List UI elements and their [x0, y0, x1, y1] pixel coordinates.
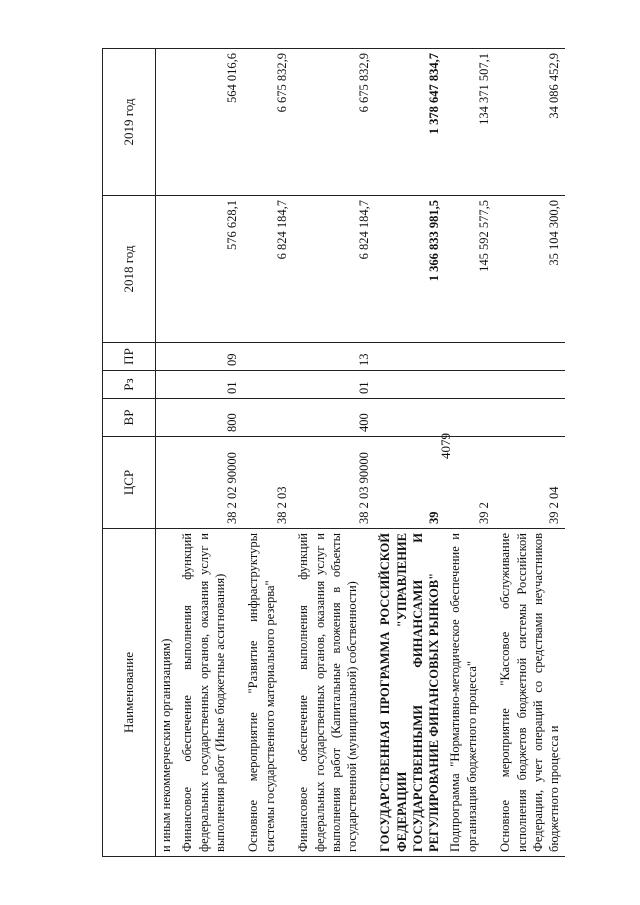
cell-pr: [445, 343, 495, 371]
cell-2018: [156, 196, 178, 343]
cell-vr: 800: [177, 399, 243, 437]
cell-rz: 01: [293, 371, 375, 399]
cell-name: Финансовое обеспечение выполнения функций федеральных государственных органов, оказания услуг и выполнения работ (Капитальные вложения в объекты государственной (муниципальной) собственности): [293, 529, 375, 857]
header-row: [103, 49, 156, 857]
header-rz: Рз: [103, 371, 156, 399]
cell-2018: 1 366 833 981,5: [375, 196, 445, 343]
cell-name: ГОСУДАРСТВЕННАЯ ПРОГРАММА РОССИЙСКОЙ ФЕДЕРАЦИИ "УПРАВЛЕНИЕ ГОСУДАРСТВЕННЫМИ ФИНАНСАМИ И РЕГУЛИРОВАНИЕ ФИНАНСОВЫХ РЫНКОВ": [375, 529, 445, 857]
cell-csr: 38 2 03 90000: [293, 437, 375, 529]
cell-pr: [156, 343, 178, 371]
cell-2018: 35 104 300,0: [495, 196, 565, 343]
table-row: [156, 49, 178, 857]
cell-vr: [445, 399, 495, 437]
cell-name: Основное мероприятие "Кассовое обслуживание исполнения бюджетов бюджетной системы Российской Федерации, учет операций со средствами неучастников бюджетного процесса и: [495, 529, 565, 857]
cell-name: и иным некоммерческим организациям): [156, 529, 178, 857]
cell-csr: 39 2: [445, 437, 495, 529]
cell-pr: 13: [293, 343, 375, 371]
table-row: [243, 49, 293, 857]
cell-rz: [243, 371, 293, 399]
cell-csr: 38 2 02 90000: [177, 437, 243, 529]
cell-name: Основное мероприятие "Развитие инфраструктуры системы государственного материального резерва": [243, 529, 293, 857]
cell-csr: 39: [375, 437, 445, 529]
cell-2019: 1 378 647 834,7: [375, 49, 445, 196]
cell-2018: 6 824 184,7: [243, 196, 293, 343]
cell-2019: 564 016,6: [177, 49, 243, 196]
table-row: [445, 49, 495, 857]
table-row: [495, 49, 565, 857]
cell-2018: 145 592 577,5: [445, 196, 495, 343]
cell-name: Подпрограмма "Нормативно-методическое обеспечение и организация бюджетного процесса": [445, 529, 495, 857]
cell-2018: 576 628,1: [177, 196, 243, 343]
cell-2019: 134 371 507,1: [445, 49, 495, 196]
header-csr: ЦСР: [103, 437, 156, 529]
header-name: Наименование: [103, 529, 156, 857]
cell-vr: 400: [293, 399, 375, 437]
cell-rz: [445, 371, 495, 399]
cell-pr: [495, 343, 565, 371]
cell-vr: [495, 399, 565, 437]
table-row: [177, 49, 243, 857]
budget-table: [102, 48, 565, 857]
cell-vr: [375, 399, 445, 437]
budget-table-container: [102, 49, 561, 857]
cell-csr: 39 2 04: [495, 437, 565, 529]
cell-csr: 38 2 03: [243, 437, 293, 529]
cell-rz: [375, 371, 445, 399]
page-number: 4079: [438, 433, 453, 459]
cell-rz: [156, 371, 178, 399]
table-row: [293, 49, 375, 857]
cell-2019: 6 675 832,9: [293, 49, 375, 196]
cell-name: Финансовое обеспечение выполнения функций федеральных государственных органов, оказания услуг и выполнения работ (Иные бюджетные ассигнования): [177, 529, 243, 857]
cell-vr: [156, 399, 178, 437]
cell-2019: 34 086 452,9: [495, 49, 565, 196]
cell-pr: [243, 343, 293, 371]
cell-2018: 6 824 184,7: [293, 196, 375, 343]
header-2019: 2019 год: [103, 49, 156, 196]
cell-vr: [243, 399, 293, 437]
cell-2019: 6 675 832,9: [243, 49, 293, 196]
table-row-program: [375, 49, 445, 857]
header-pr: ПР: [103, 343, 156, 371]
cell-rz: 01: [177, 371, 243, 399]
cell-csr: [156, 437, 178, 529]
cell-2019: [156, 49, 178, 196]
header-vr: ВР: [103, 399, 156, 437]
cell-pr: [375, 343, 445, 371]
cell-pr: 09: [177, 343, 243, 371]
cell-rz: [495, 371, 565, 399]
header-2018: 2018 год: [103, 196, 156, 343]
